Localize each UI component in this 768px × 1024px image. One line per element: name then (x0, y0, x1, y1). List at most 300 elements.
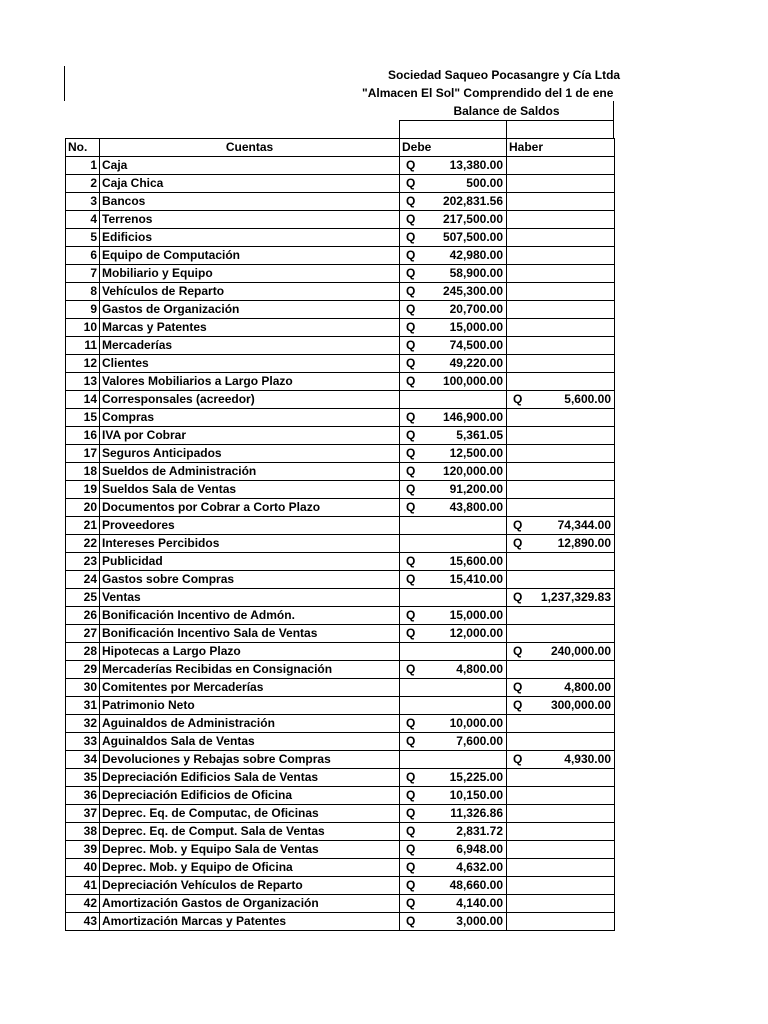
table-row (66, 463, 615, 481)
debit-cell[interactable] (400, 751, 507, 769)
debit-amount: 4,800.00 (456, 662, 503, 676)
row-number[interactable]: 37 (66, 805, 100, 823)
account-name[interactable]: Aguinaldos Sala de Ventas (100, 733, 400, 751)
account-name[interactable]: Compras (100, 409, 400, 427)
account-name[interactable]: Hipotecas a Largo Plazo (100, 643, 400, 661)
account-name[interactable]: Mobiliario y Equipo (100, 265, 400, 283)
credit-cell[interactable] (507, 913, 615, 931)
debit-cell[interactable] (400, 391, 507, 409)
row-number[interactable]: 11 (66, 337, 100, 355)
credit-cell[interactable] (507, 229, 615, 247)
credit-cell[interactable] (507, 751, 615, 769)
debit-cell[interactable] (400, 895, 507, 913)
credit-cell[interactable] (507, 697, 615, 715)
account-name[interactable]: Vehículos de Reparto (100, 283, 400, 301)
debit-cell[interactable] (400, 877, 507, 895)
account-name[interactable]: Devoluciones y Rebajas sobre Compras (100, 751, 400, 769)
credit-cell[interactable] (507, 319, 615, 337)
credit-cell[interactable] (507, 175, 615, 193)
account-name[interactable]: Deprec. Eq. de Comput. Sala de Ventas (100, 823, 400, 841)
table-row (66, 247, 615, 265)
row-number[interactable]: 23 (66, 553, 100, 571)
table-row (66, 229, 615, 247)
table-row (66, 373, 615, 391)
debit-amount: 15,000.00 (449, 320, 503, 334)
row-number[interactable]: 29 (66, 661, 100, 679)
currency-symbol: Q (406, 914, 416, 928)
currency-symbol: Q (406, 482, 416, 496)
currency-symbol: Q (406, 212, 416, 226)
report-subtitle: "Almacen El Sol" Comprendido del 1 de ene (362, 86, 614, 100)
row-number[interactable]: 10 (66, 319, 100, 337)
currency-symbol: Q (406, 554, 416, 568)
debit-amount: 58,900.00 (449, 266, 503, 280)
row-number[interactable]: 6 (66, 247, 100, 265)
currency-symbol: Q (406, 878, 416, 892)
debit-amount: 20,700.00 (449, 302, 503, 316)
debit-cell[interactable] (400, 553, 507, 571)
debit-cell[interactable] (400, 211, 507, 229)
table-row (66, 607, 615, 625)
account-name[interactable]: Valores Mobiliarios a Largo Plazo (100, 373, 400, 391)
account-name[interactable]: Clientes (100, 355, 400, 373)
row-number[interactable]: 24 (66, 571, 100, 589)
currency-symbol: Q (513, 752, 523, 766)
table-row (66, 643, 615, 661)
row-number[interactable]: 21 (66, 517, 100, 535)
account-name[interactable]: Equipo de Computación (100, 247, 400, 265)
debit-amount: 4,632.00 (456, 860, 503, 874)
account-name[interactable]: Bancos (100, 193, 400, 211)
credit-cell[interactable] (507, 391, 615, 409)
debit-cell[interactable] (400, 301, 507, 319)
account-name[interactable]: Terrenos (100, 211, 400, 229)
account-name[interactable]: Depreciación Vehículos de Reparto (100, 877, 400, 895)
table-row (66, 517, 615, 535)
row-number[interactable]: 13 (66, 373, 100, 391)
debit-cell[interactable] (400, 175, 507, 193)
debit-amount: 6,948.00 (456, 842, 503, 856)
row-number[interactable]: 9 (66, 301, 100, 319)
currency-symbol: Q (406, 824, 416, 838)
debit-cell[interactable] (400, 373, 507, 391)
debit-cell[interactable] (400, 463, 507, 481)
debit-cell[interactable] (400, 697, 507, 715)
credit-cell[interactable] (507, 499, 615, 517)
row-number[interactable]: 16 (66, 427, 100, 445)
table-row (66, 175, 615, 193)
currency-symbol: Q (513, 644, 523, 658)
currency-symbol: Q (406, 338, 416, 352)
account-name[interactable]: Intereses Percibidos (100, 535, 400, 553)
debit-cell[interactable] (400, 841, 507, 859)
table-row (66, 445, 615, 463)
credit-cell[interactable] (507, 643, 615, 661)
credit-cell[interactable] (507, 427, 615, 445)
debit-cell[interactable] (400, 157, 507, 175)
row-number[interactable]: 42 (66, 895, 100, 913)
credit-cell[interactable] (507, 859, 615, 877)
currency-symbol: Q (406, 176, 416, 190)
currency-symbol: Q (513, 698, 523, 712)
credit-cell[interactable] (507, 337, 615, 355)
debit-amount: 13,380.00 (449, 158, 503, 172)
row-number[interactable]: 15 (66, 409, 100, 427)
credit-cell[interactable] (507, 877, 615, 895)
currency-symbol: Q (406, 626, 416, 640)
debit-cell[interactable] (400, 535, 507, 553)
debit-amount: 146,900.00 (442, 410, 503, 424)
account-name[interactable]: Deprec. Eq. de Computac, de Oficinas (100, 805, 400, 823)
currency-symbol: Q (513, 680, 523, 694)
table-row (66, 841, 615, 859)
row-number[interactable]: 19 (66, 481, 100, 499)
debit-amount: 202,831.56 (442, 194, 503, 208)
account-name[interactable]: Patrimonio Neto (100, 697, 400, 715)
credit-cell[interactable] (507, 481, 615, 499)
account-name[interactable]: Comitentes por Mercaderías (100, 679, 400, 697)
row-number[interactable]: 22 (66, 535, 100, 553)
debit-amount: 43,800.00 (449, 500, 503, 514)
table-row (66, 589, 615, 607)
currency-symbol: Q (406, 158, 416, 172)
table-row (66, 913, 615, 931)
table-row (66, 661, 615, 679)
table-row (66, 769, 615, 787)
table-row (66, 733, 615, 751)
credit-cell[interactable] (507, 553, 615, 571)
debit-amount: 74,500.00 (449, 338, 503, 352)
table-row (66, 751, 615, 769)
table-row (66, 337, 615, 355)
debit-amount: 91,200.00 (449, 482, 503, 496)
account-name[interactable]: Mercaderías (100, 337, 400, 355)
account-name[interactable]: Gastos sobre Compras (100, 571, 400, 589)
credit-cell[interactable] (507, 211, 615, 229)
row-number[interactable]: 43 (66, 913, 100, 931)
debit-amount: 4,140.00 (456, 896, 503, 910)
credit-amount: 300,000.00 (550, 698, 611, 712)
currency-symbol: Q (406, 806, 416, 820)
table-row (66, 877, 615, 895)
debit-amount: 3,000.00 (456, 914, 503, 928)
currency-symbol: Q (513, 518, 523, 532)
debit-cell[interactable] (400, 733, 507, 751)
col-header-debit[interactable]: Debe (400, 139, 507, 157)
account-name[interactable]: Proveedores (100, 517, 400, 535)
section-title: Balance de Saldos (453, 104, 560, 118)
debit-cell[interactable] (400, 193, 507, 211)
table-row (66, 193, 615, 211)
debit-cell[interactable] (400, 571, 507, 589)
credit-cell[interactable] (507, 517, 615, 535)
account-name[interactable]: Deprec. Mob. y Equipo Sala de Ventas (100, 841, 400, 859)
debit-amount: 120,000.00 (442, 464, 503, 478)
currency-symbol: Q (406, 374, 416, 388)
credit-cell[interactable] (507, 193, 615, 211)
row-number[interactable]: 7 (66, 265, 100, 283)
currency-symbol: Q (406, 788, 416, 802)
table-row (66, 859, 615, 877)
currency-symbol: Q (406, 500, 416, 514)
credit-amount: 74,344.00 (557, 518, 611, 532)
credit-cell[interactable] (507, 283, 615, 301)
row-number[interactable]: 34 (66, 751, 100, 769)
debit-cell[interactable] (400, 625, 507, 643)
table-row (66, 301, 615, 319)
credit-cell[interactable] (507, 895, 615, 913)
debit-cell[interactable] (400, 337, 507, 355)
credit-amount: 4,930.00 (564, 752, 611, 766)
debit-cell[interactable] (400, 805, 507, 823)
currency-symbol: Q (406, 716, 416, 730)
currency-symbol: Q (513, 392, 523, 406)
currency-symbol: Q (406, 662, 416, 676)
credit-cell[interactable] (507, 787, 615, 805)
debit-cell[interactable] (400, 913, 507, 931)
row-number[interactable]: 27 (66, 625, 100, 643)
credit-cell[interactable] (507, 355, 615, 373)
debit-cell[interactable] (400, 661, 507, 679)
debit-cell[interactable] (400, 265, 507, 283)
debit-amount: 49,220.00 (449, 356, 503, 370)
debit-cell[interactable] (400, 481, 507, 499)
row-number[interactable]: 26 (66, 607, 100, 625)
debit-amount: 15,600.00 (449, 554, 503, 568)
credit-cell[interactable] (507, 823, 615, 841)
debit-cell[interactable] (400, 823, 507, 841)
row-number[interactable]: 31 (66, 697, 100, 715)
table-row (66, 805, 615, 823)
row-number[interactable]: 33 (66, 733, 100, 751)
credit-cell[interactable] (507, 247, 615, 265)
credit-cell[interactable] (507, 445, 615, 463)
col-header-no[interactable]: No. (66, 139, 100, 157)
account-name[interactable]: Sueldos de Administración (100, 463, 400, 481)
row-number[interactable]: 39 (66, 841, 100, 859)
row-number[interactable]: 28 (66, 643, 100, 661)
account-name[interactable]: Mercaderías Recibidas en Consignación (100, 661, 400, 679)
credit-cell[interactable] (507, 535, 615, 553)
row-number[interactable]: 3 (66, 193, 100, 211)
account-name[interactable]: Aguinaldos de Administración (100, 715, 400, 733)
debit-amount: 10,000.00 (449, 716, 503, 730)
currency-symbol: Q (406, 608, 416, 622)
row-number[interactable]: 5 (66, 229, 100, 247)
debit-cell[interactable] (400, 283, 507, 301)
debit-cell[interactable] (400, 499, 507, 517)
debit-cell[interactable] (400, 319, 507, 337)
row-number[interactable]: 17 (66, 445, 100, 463)
credit-amount: 240,000.00 (550, 644, 611, 658)
table-row (66, 787, 615, 805)
credit-cell[interactable] (507, 841, 615, 859)
currency-symbol: Q (406, 464, 416, 478)
debit-amount: 48,660.00 (449, 878, 503, 892)
debit-cell[interactable] (400, 517, 507, 535)
row-number[interactable]: 35 (66, 769, 100, 787)
debit-amount: 12,500.00 (449, 446, 503, 460)
left-margin-line (64, 66, 65, 101)
currency-symbol: Q (406, 860, 416, 874)
debit-cell[interactable] (400, 679, 507, 697)
row-number[interactable]: 20 (66, 499, 100, 517)
credit-cell[interactable] (507, 373, 615, 391)
credit-cell[interactable] (507, 463, 615, 481)
table-row (66, 211, 615, 229)
account-name[interactable]: Amortización Gastos de Organización (100, 895, 400, 913)
debit-cell[interactable] (400, 715, 507, 733)
row-number[interactable]: 8 (66, 283, 100, 301)
account-name[interactable]: Gastos de Organización (100, 301, 400, 319)
debit-amount: 12,000.00 (449, 626, 503, 640)
credit-cell[interactable] (507, 733, 615, 751)
account-name[interactable]: Sueldos Sala de Ventas (100, 481, 400, 499)
table-row (66, 895, 615, 913)
table-row (66, 499, 615, 517)
credit-cell[interactable] (507, 607, 615, 625)
currency-symbol: Q (406, 302, 416, 316)
table-row (66, 481, 615, 499)
account-name[interactable]: Depreciación Edificios de Oficina (100, 787, 400, 805)
table-row (66, 625, 615, 643)
row-number[interactable]: 25 (66, 589, 100, 607)
debit-cell[interactable] (400, 607, 507, 625)
credit-cell[interactable] (507, 301, 615, 319)
account-name[interactable]: Marcas y Patentes (100, 319, 400, 337)
credit-cell[interactable] (507, 679, 615, 697)
row-number[interactable]: 12 (66, 355, 100, 373)
table-row (66, 391, 615, 409)
debit-amount: 5,361.05 (456, 428, 503, 442)
row-number[interactable]: 36 (66, 787, 100, 805)
credit-cell[interactable] (507, 625, 615, 643)
table-row (66, 355, 615, 373)
table-row (66, 427, 615, 445)
account-name[interactable]: Bonificación Incentivo Sala de Ventas (100, 625, 400, 643)
currency-symbol: Q (406, 320, 416, 334)
currency-symbol: Q (406, 428, 416, 442)
currency-symbol: Q (406, 572, 416, 586)
row-number[interactable]: 14 (66, 391, 100, 409)
currency-symbol: Q (406, 248, 416, 262)
balance-table (65, 138, 615, 931)
debit-amount: 507,500.00 (442, 230, 503, 244)
row-number[interactable]: 32 (66, 715, 100, 733)
credit-cell[interactable] (507, 409, 615, 427)
debit-cell[interactable] (400, 643, 507, 661)
account-name[interactable]: Documentos por Cobrar a Corto Plazo (100, 499, 400, 517)
credit-cell[interactable] (507, 589, 615, 607)
account-name[interactable]: Ventas (100, 589, 400, 607)
row-number[interactable]: 30 (66, 679, 100, 697)
debit-cell[interactable] (400, 787, 507, 805)
currency-symbol: Q (513, 590, 523, 604)
debit-cell[interactable] (400, 769, 507, 787)
debit-amount: 245,300.00 (442, 284, 503, 298)
row-number[interactable]: 41 (66, 877, 100, 895)
table-row (66, 679, 615, 697)
debit-amount: 11,326.86 (450, 806, 503, 820)
credit-amount: 4,800.00 (564, 680, 611, 694)
debit-cell[interactable] (400, 409, 507, 427)
row-number[interactable]: 2 (66, 175, 100, 193)
account-name[interactable]: Depreciación Edificios Sala de Ventas (100, 769, 400, 787)
currency-symbol: Q (406, 194, 416, 208)
account-name[interactable]: Caja Chica (100, 175, 400, 193)
account-name[interactable]: Seguros Anticipados (100, 445, 400, 463)
currency-symbol: Q (406, 842, 416, 856)
debit-cell[interactable] (400, 427, 507, 445)
table-header-row (66, 139, 615, 157)
row-number[interactable]: 40 (66, 859, 100, 877)
credit-cell[interactable] (507, 157, 615, 175)
credit-cell[interactable] (507, 571, 615, 589)
row-number[interactable]: 18 (66, 463, 100, 481)
currency-symbol: Q (406, 356, 416, 370)
account-name[interactable]: Deprec. Mob. y Equipo de Oficina (100, 859, 400, 877)
debit-amount: 100,000.00 (442, 374, 503, 388)
account-name[interactable]: Edificios (100, 229, 400, 247)
table-row (66, 409, 615, 427)
debit-cell[interactable] (400, 355, 507, 373)
table-row (66, 535, 615, 553)
table-row (66, 319, 615, 337)
debit-amount: 15,000.00 (449, 608, 503, 622)
debit-amount: 10,150.00 (449, 788, 503, 802)
table-row (66, 715, 615, 733)
debit-amount: 15,410.00 (449, 572, 503, 586)
table-row (66, 157, 615, 175)
credit-amount: 12,890.00 (557, 536, 611, 550)
company-title: Sociedad Saqueo Pocasangre y Cía Ltda (388, 68, 621, 82)
debit-amount: 500.00 (466, 176, 503, 190)
debit-amount: 42,980.00 (449, 248, 503, 262)
credit-amount: 1,237,329.83 (540, 590, 611, 604)
col-header-credit[interactable]: Haber (507, 139, 615, 157)
col-header-account[interactable]: Cuentas (100, 139, 400, 157)
debit-cell[interactable] (400, 589, 507, 607)
credit-cell[interactable] (507, 769, 615, 787)
debit-cell[interactable] (400, 247, 507, 265)
account-name[interactable]: IVA por Cobrar (100, 427, 400, 445)
currency-symbol: Q (406, 734, 416, 748)
credit-cell[interactable] (507, 805, 615, 823)
currency-symbol: Q (406, 446, 416, 460)
currency-symbol: Q (406, 896, 416, 910)
account-name[interactable]: Publicidad (100, 553, 400, 571)
currency-symbol: Q (406, 770, 416, 784)
debit-cell[interactable] (400, 859, 507, 877)
row-number[interactable]: 38 (66, 823, 100, 841)
currency-symbol: Q (406, 266, 416, 280)
currency-symbol: Q (406, 230, 416, 244)
debit-amount: 217,500.00 (442, 212, 503, 226)
currency-symbol: Q (406, 284, 416, 298)
account-name[interactable]: Corresponsales (acreedor) (100, 391, 400, 409)
row-number[interactable]: 1 (66, 157, 100, 175)
account-name[interactable]: Amortización Marcas y Patentes (100, 913, 400, 931)
row-number[interactable]: 4 (66, 211, 100, 229)
account-name[interactable]: Caja (100, 157, 400, 175)
credit-cell[interactable] (507, 265, 615, 283)
credit-cell[interactable] (507, 661, 615, 679)
account-name[interactable]: Bonificación Incentivo de Admón. (100, 607, 400, 625)
credit-amount: 5,600.00 (564, 392, 611, 406)
debit-cell[interactable] (400, 445, 507, 463)
debit-cell[interactable] (400, 229, 507, 247)
credit-cell[interactable] (507, 715, 615, 733)
